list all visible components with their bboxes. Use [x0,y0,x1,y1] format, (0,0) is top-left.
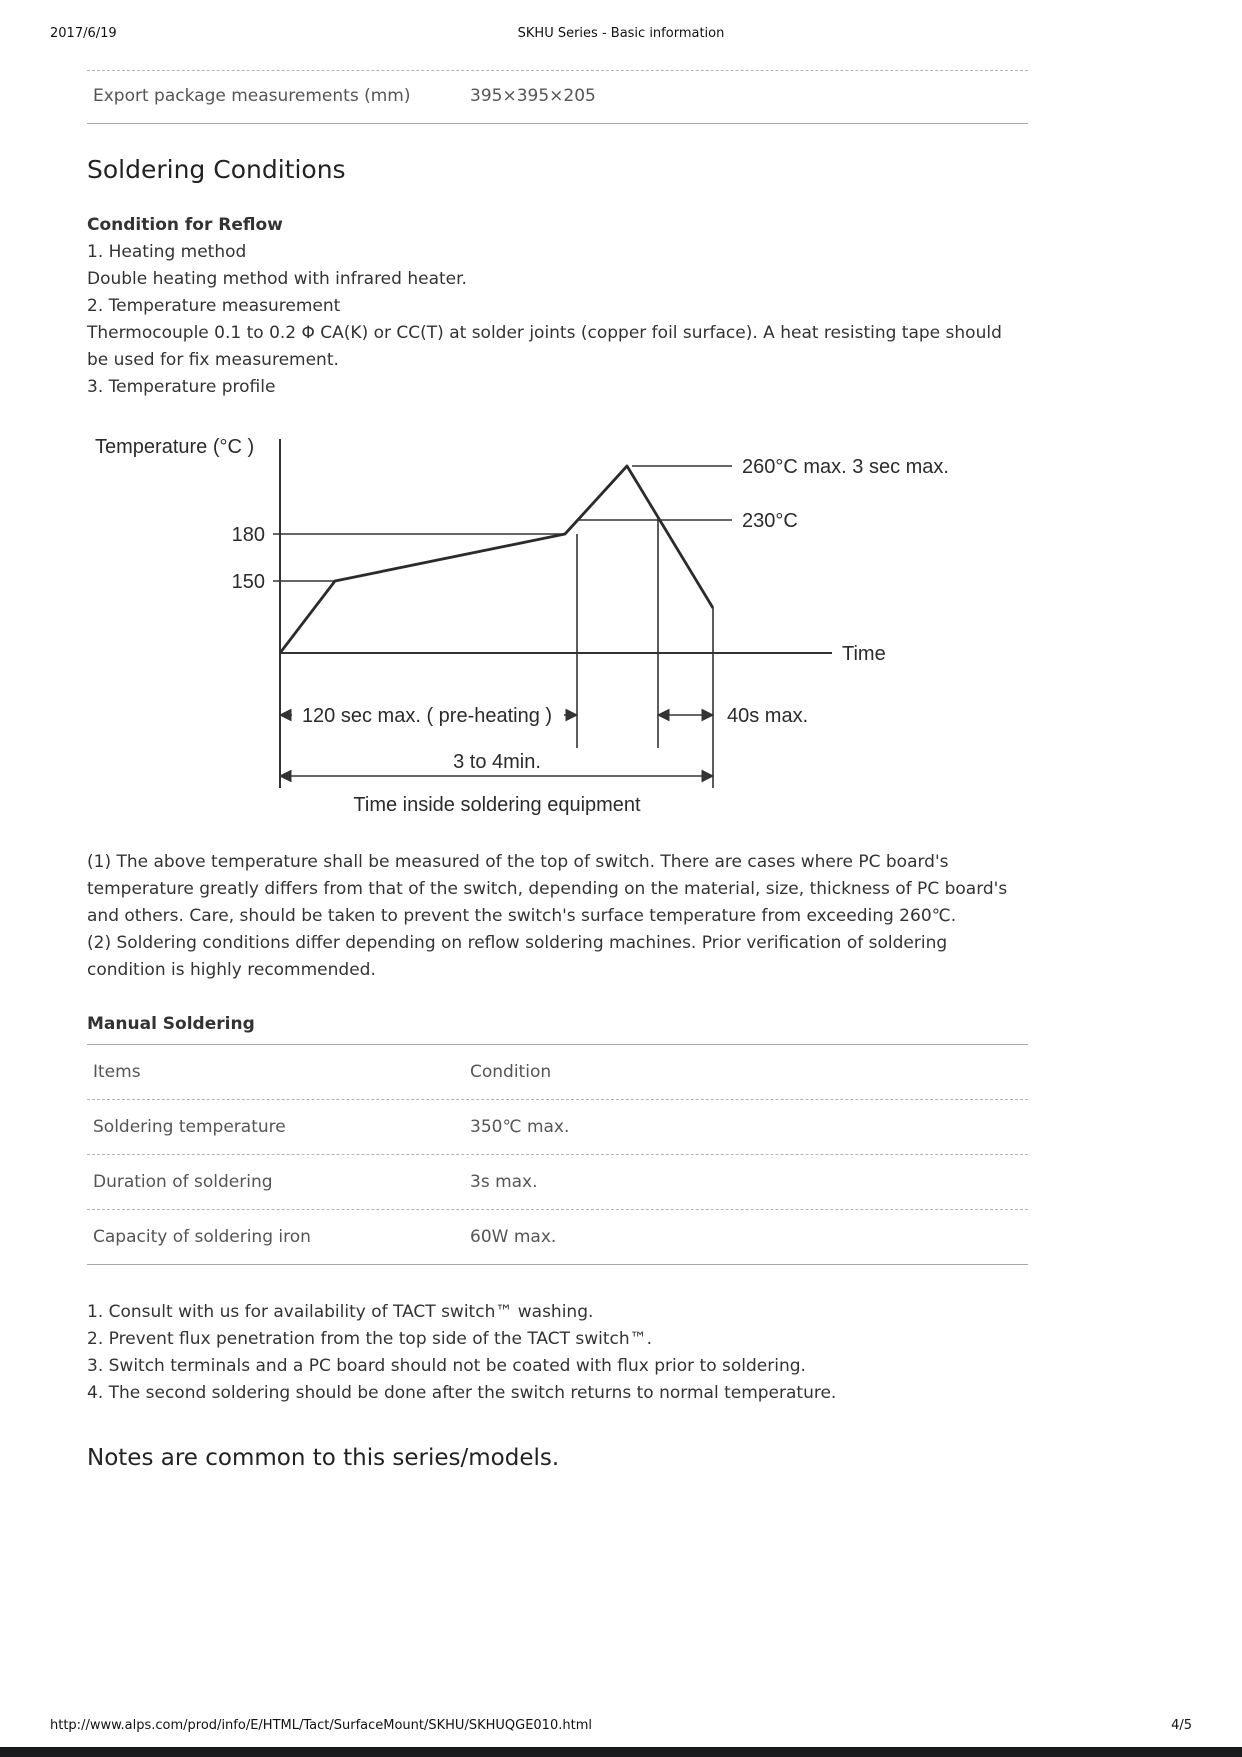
reflow-line: 3. Temperature profile [87,377,276,397]
reflow-line: 1. Heating method [87,242,247,262]
footer-page-number: 4/5 [1171,1718,1192,1733]
y-axis-label: Temperature (°C ) [95,436,255,458]
reflow-line: Double heating method with infrared heater. [87,269,467,289]
reflow-line: 2. Temperature measurement [87,296,341,316]
page-edge-bar [0,1747,1242,1757]
page-content [87,70,1028,1473]
column-header-condition: Condition [470,1062,552,1082]
manual-note: 2. Prevent flux penetration from the top side of the TACT switch™. [87,1329,653,1349]
notes-common-heading: Notes are common to this series/models. [87,1445,560,1471]
temperature-profile-chart [87,431,987,821]
peak-annotation: 260°C max. 3 sec max. [742,456,949,478]
tick-label-180: 180 [231,524,265,546]
annotation-230: 230°C [742,510,798,532]
table-header-row [87,1045,1028,1100]
chart-caption: Time inside soldering equipment [353,794,641,816]
tick-label-150: 150 [231,571,265,593]
table-cell-item: Soldering temperature [93,1117,286,1137]
manual-note: 3. Switch terminals and a PC board should not be coated with flux prior to soldering. [87,1356,806,1376]
manual-note: 4. The second soldering should be done after the switch returns to normal temperature. [87,1383,837,1403]
print-footer [50,1718,1192,1733]
manual-soldering-heading: Manual Soldering [87,1014,1028,1045]
footer-url: http://www.alps.com/prod/info/E/HTML/Tact/SurfaceMount/SKHU/SKHUQGE010.html [50,1718,592,1733]
manual-note: 1. Consult with us for availability of TACT switch™ washing. [87,1302,594,1322]
print-header [50,26,1192,44]
reflow-note: (1) The above temperature shall be measured of the top of switch. There are cases where PC board's temperature greatly differs from that of the switch, depending on the material, size, thickness of PC board's and others. Care, should be taken to prevent the switch's surface temperature from exceeding 260℃. [87,852,1008,926]
table-row [87,1155,1028,1210]
temperature-profile-figure [87,431,1028,821]
table-cell-condition: 3s max. [470,1172,538,1192]
temperature-profile-line [280,466,713,653]
x-axis-label: Time [842,643,886,665]
total-time-annotation: 3 to 4min. [453,751,541,773]
manual-soldering-table [87,1045,1028,1265]
manual-soldering-notes [87,1299,1028,1407]
table-cell-condition: 350℃ max. [470,1117,570,1137]
print-date: 2017/6/19 [50,26,117,41]
print-title: SKHU Series - Basic information [517,26,725,41]
table-row [87,1100,1028,1155]
reflow-note: (2) Soldering conditions differ depending on reflow soldering machines. Prior verification of soldering condition is highly recommended. [87,933,948,980]
export-package-value: 395×395×205 [470,86,596,106]
preheat-annotation: 120 sec max. ( pre-heating ) [301,705,553,727]
soldering-conditions-title: Soldering Conditions [87,155,346,184]
table-cell-item: Capacity of soldering iron [93,1227,311,1247]
reflow-line: Thermocouple 0.1 to 0.2 Φ CA(K) or CC(T) at solder joints (copper foil surface). A heat resisting tape should be used for fix measurement. [87,323,1002,370]
column-header-items: Items [93,1062,141,1082]
export-package-row [87,70,1028,124]
cooling-annotation: 40s max. [727,705,809,727]
export-package-label: Export package measurements (mm) [93,86,411,106]
table-cell-condition: 60W max. [470,1227,557,1247]
reflow-heading: Condition for Reflow [87,215,283,235]
table-row [87,1210,1028,1265]
table-cell-item: Duration of soldering [93,1172,273,1192]
